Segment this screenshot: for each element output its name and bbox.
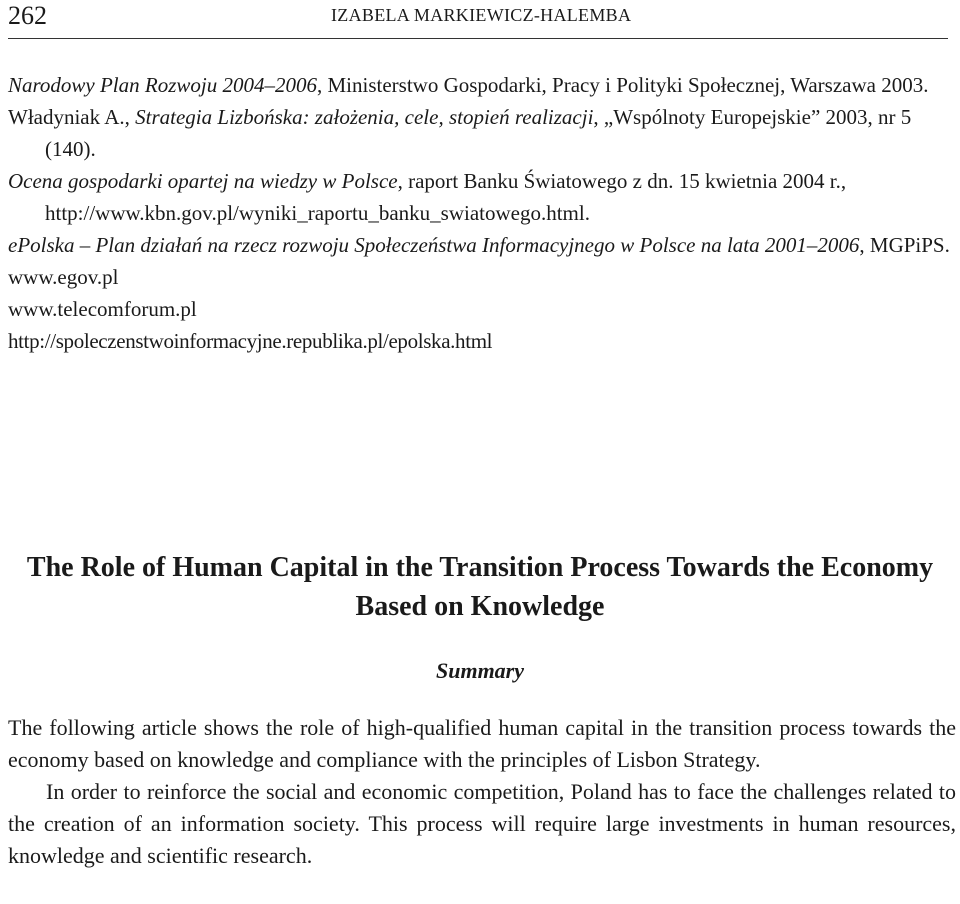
reference-url: www.telecomforum.pl [8,297,197,321]
reference-item [8,229,956,261]
page-header [8,0,948,39]
reference-details: , Ministerstwo Gospodarki, Pracy i Polityki Społecznej, Warszawa 2003. [316,73,929,97]
reference-details: , „Wspólnoty Europejskie” 2003, nr 5 (140). [45,105,912,161]
reference-list [8,69,956,357]
article-title: The Role of Human Capital in the Transition Process Towards the Economy Based on Knowledge [26,552,934,622]
reference-title: Strategia Lizbońska: założenia, cele, stopień realizacji [135,105,594,129]
reference-item [8,101,956,165]
summary-heading: Summary [435,658,525,683]
running-head-author: IZABELA MARKIEWICZ-HALEMBA [331,5,632,25]
reference-details: , raport Banku Światowego z dn. 15 kwietnia 2004 r., http://www.kbn.gov.pl/wyniki_raportu_banku_swiatowego.html. [45,169,847,225]
reference-author: Władyniak A., [8,105,136,129]
reference-details: , MGPiPS. [859,233,950,257]
summary-paragraph: The following article shows the role of high-qualified human capital in the transition process towards the economy based on knowledge and compliance with the principles of Lisbon Strategy. [8,715,956,772]
reference-title: Narodowy Plan Rozwoju 2004–2006 [8,73,317,97]
reference-title: ePolska – Plan działań na rzecz rozwoju Społeczeństwa Informacyjnego w Polsce na lata 2001–2006 [8,233,860,257]
page-number: 262 [8,1,47,30]
reference-item [8,69,956,101]
reference-title: Ocena gospodarki opartej na wiedzy w Polsce [8,169,398,193]
reference-url: http://spoleczenstwoinformacyjne.republika.pl/epolska.html [8,329,493,353]
reference-item [8,165,956,229]
summary-paragraph: In order to reinforce the social and economic competition, Poland has to face the challenges related to the creation of an information society. This process will require large investments in human resources, knowledge and scientific research. [8,779,956,868]
summary-body [8,712,956,872]
reference-url: www.egov.pl [8,265,119,289]
